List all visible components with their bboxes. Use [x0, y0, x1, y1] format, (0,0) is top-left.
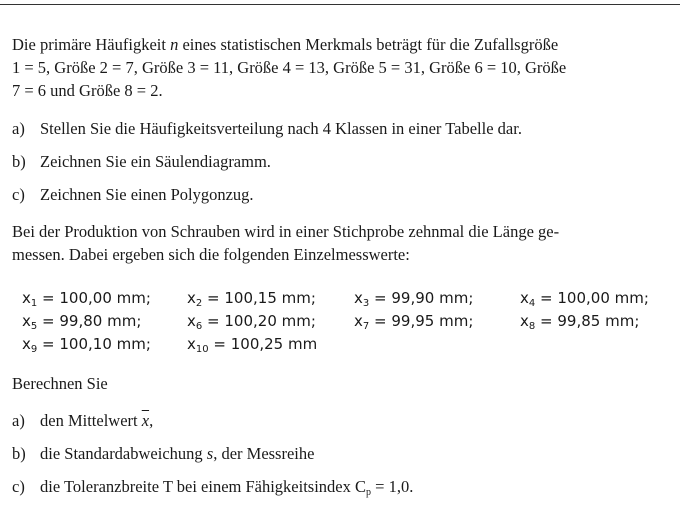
measurement-x3: $x_3 = 99,90$ mm; — [354, 289, 474, 309]
measurement-x8: $x_8 = 99,85$ mm; — [520, 312, 640, 332]
measurement-x2: $x_2 = 100,15$ mm; — [187, 289, 316, 309]
task2-line1: Bei der Produktion von Schrauben wird in einer Stichprobe zehnmal die Länge ge- — [12, 222, 560, 241]
measurement-x10: $x_{10} = 100,25$ mm — [187, 335, 318, 355]
task2-item-b: b) die Standardabweichung s, der Messreihe — [12, 444, 315, 463]
top-rule — [0, 4, 680, 5]
task1-item-a: a) Stellen Sie die Häufigkeitsverteilung nach 4 Klassen in einer Tabelle dar. — [12, 119, 522, 138]
measurement-x4: $x_4 = 100,00$ mm; — [520, 289, 649, 309]
measurement-x7: $x_7 = 99,95$ mm; — [354, 312, 474, 332]
task1-line2: 1 = 5, Größe 2 = 7, Größe 3 = 11, Größe 4 = 13, Größe 5 = 31, Größe 6 = 10, Größe — [12, 58, 567, 77]
task2-item-a: a) den Mittelwert $\overline{x}$, — [12, 411, 154, 430]
measurement-x9: $x_9 = 100,10$ mm; — [22, 335, 151, 355]
task2-compute-heading: Berechnen Sie — [12, 374, 108, 393]
task2-line2: messen. Dabei ergeben sich die folgenden Einzelmesswerte: — [12, 245, 410, 264]
measurement-x6: $x_6 = 100,20$ mm; — [187, 312, 316, 332]
task1-item-c: c) Zeichnen Sie einen Polygonzug. — [12, 185, 254, 204]
task2-item-c: c) die Toleranzbreite T bei einem Fähigkeitsindex $C_p = 1,0$. — [12, 477, 414, 498]
task1-item-b: b) Zeichnen Sie ein Säulendiagramm. — [12, 152, 271, 171]
task1-line1: Die primäre Häufigkeit n eines statistischen Merkmals beträgt für die Zufallsgröße — [12, 35, 559, 54]
measurement-x1: $x_1 = 100,00$ mm; — [22, 289, 151, 309]
task1-line3: 7 = 6 und Größe 8 = 2. — [12, 81, 163, 100]
measurement-x5: $x_5 = 99,80$ mm; — [22, 312, 142, 332]
